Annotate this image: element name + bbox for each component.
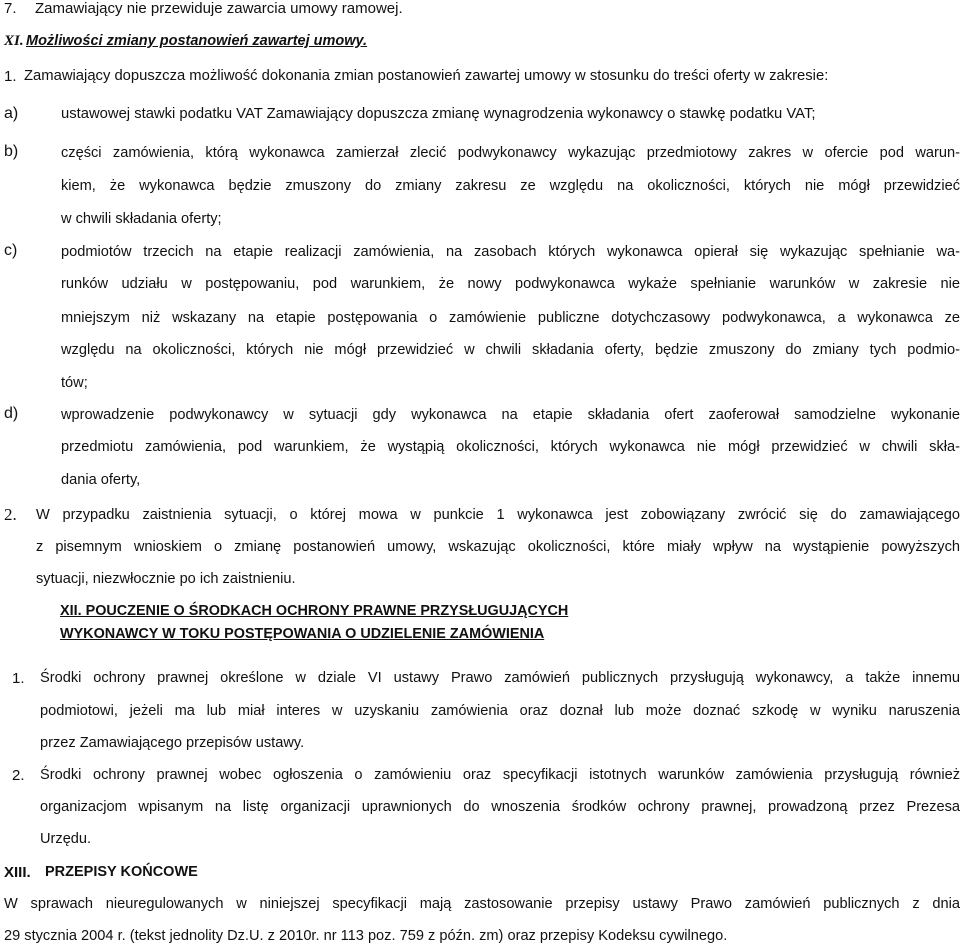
item-c-label: c) [4,242,18,259]
item-a-label: a) [4,105,19,122]
item-b-line: części zamówienia, którą wykonawca zamierzał zlecić podwykonawcy wykazując przedmiotowy zakres w ofercie pod warun- [61,145,960,161]
item-c-line: podmiotów trzecich na etapie realizacji zamówienia, na zasobach których wykonawca opierał się wykazując spełnianie wa- [61,244,960,260]
section-13-number: XIII. [4,864,31,881]
s12-p2-line: organizacjom wpisanym na listę organizacji uprawnionych do wnoszenia środków ochrony prawnej, prowadzoną przez Prezesa [40,799,960,815]
section-12-title-line2: WYKONAWCY W TOKU POSTĘPOWANIA O UDZIELENIE ZAMÓWIENIA [60,626,545,642]
item-a-text: ustawowej stawki podatku VAT Zamawiający dopuszcza zmianę wynagrodzenia wykonawcy o stawkę podatku VAT; [61,106,816,122]
s12-p1-line: podmiotowi, jeżeli ma lub miał interes w uzyskaniu zamówienia oraz doznał lub może doznać szkodę w wyniku naruszenia [40,703,960,719]
item-7-text: Zamawiający nie przewiduje zawarcia umowy ramowej. [35,0,403,17]
section-12-title-line1: XII. POUCZENIE O ŚRODKACH OCHRONY PRAWNE PRZYSŁUGUJĄCYCH [60,603,569,619]
s11-p2-number: 2. [4,505,17,524]
section-11-title: Możliwości zmiany postanowień zawartej umowy. [26,33,368,49]
section-11-number: XI. [4,33,24,49]
s11-p2-line: sytuacji, niezwłocznie po ich zaistnieniu. [36,571,296,587]
s12-p2-number: 2. [12,767,25,784]
s12-p1-line: przez Zamawiającego przepisów ustawy. [40,735,305,751]
s12-p2-line: Urzędu. [40,831,92,847]
item-b-line: kiem, że wykonawca będzie zmuszony do zmiany zakresu ze względu na okoliczności, których nie mógł przewidzieć [61,178,960,194]
s12-p2-line: Środki ochrony prawnej wobec ogłoszenia o zamówieniu oraz specyfikacji istotnych warunków zamówienia przysługują również [40,767,960,783]
item-d-line: przedmiotu zamówienia, pod warunkiem, że wystąpią okoliczności, których wykonawca nie mógł przewidzieć w chwili skła- [61,439,960,455]
item-7-number: 7. [4,0,17,17]
item-b-line: w chwili składania oferty; [61,211,222,227]
s12-p1-line: Środki ochrony prawnej określone w dziale VI ustawy Prawo zamówień publicznych przysługują wykonawcy, a także innemu [40,670,960,686]
item-c-line: względu na okoliczności, których nie mógł przewidzieć w chwili składania oferty, będzie zmuszony do zmiany tych podmio- [61,342,960,358]
s11-p2-line: W przypadku zaistnienia sytuacji, o której mowa w punkcie 1 wykonawca jest zobowiązany zwrócić się do zamawiającego [36,507,960,523]
item-d-line: wprowadzenie podwykonawcy w sytuacji gdy wykonawca na etapie składania ofert zaoferował samodzielne wykonanie [61,407,960,423]
item-c-line: tów; [61,375,88,391]
item-b-label: b) [4,143,19,160]
s11-p2-line: z pisemnym wnioskiem o zmianę postanowień umowy, wskazując okoliczności, które miały wpływ na wystąpienie powyższych [36,539,960,555]
item-d-label: d) [4,405,19,422]
s12-p1-number: 1. [12,670,25,687]
s11-p1-number: 1. [4,68,17,85]
item-c-line: runków udziału w postępowaniu, pod warunkiem, że nowy podwykonawca wykaże spełnianie warunków w zakresie nie [61,276,960,292]
item-d-line: dania oferty, [61,472,141,488]
item-c-line: mniejszym niż wskazany na etapie postępowania o zamówienie publiczne dotychczasowy podwykonawca, a wykonawca ze [61,310,960,326]
section-13-title: PRZEPISY KOŃCOWE [45,864,198,880]
s11-p1-text: Zamawiający dopuszcza możliwość dokonania zmian postanowień zawartej umowy w stosunku do treści oferty w zakresie: [24,68,829,84]
s13-line: 29 stycznia 2004 r. (tekst jednolity Dz.U. z 2010r. nr 113 poz. 759 z późn. zm) oraz przepisy Kodeksu cywilnego. [4,928,728,944]
s13-line: W sprawach nieuregulowanych w niniejszej specyfikacji mają zastosowanie przepisy ustawy Prawo zamówień publicznych z dnia [4,896,960,912]
